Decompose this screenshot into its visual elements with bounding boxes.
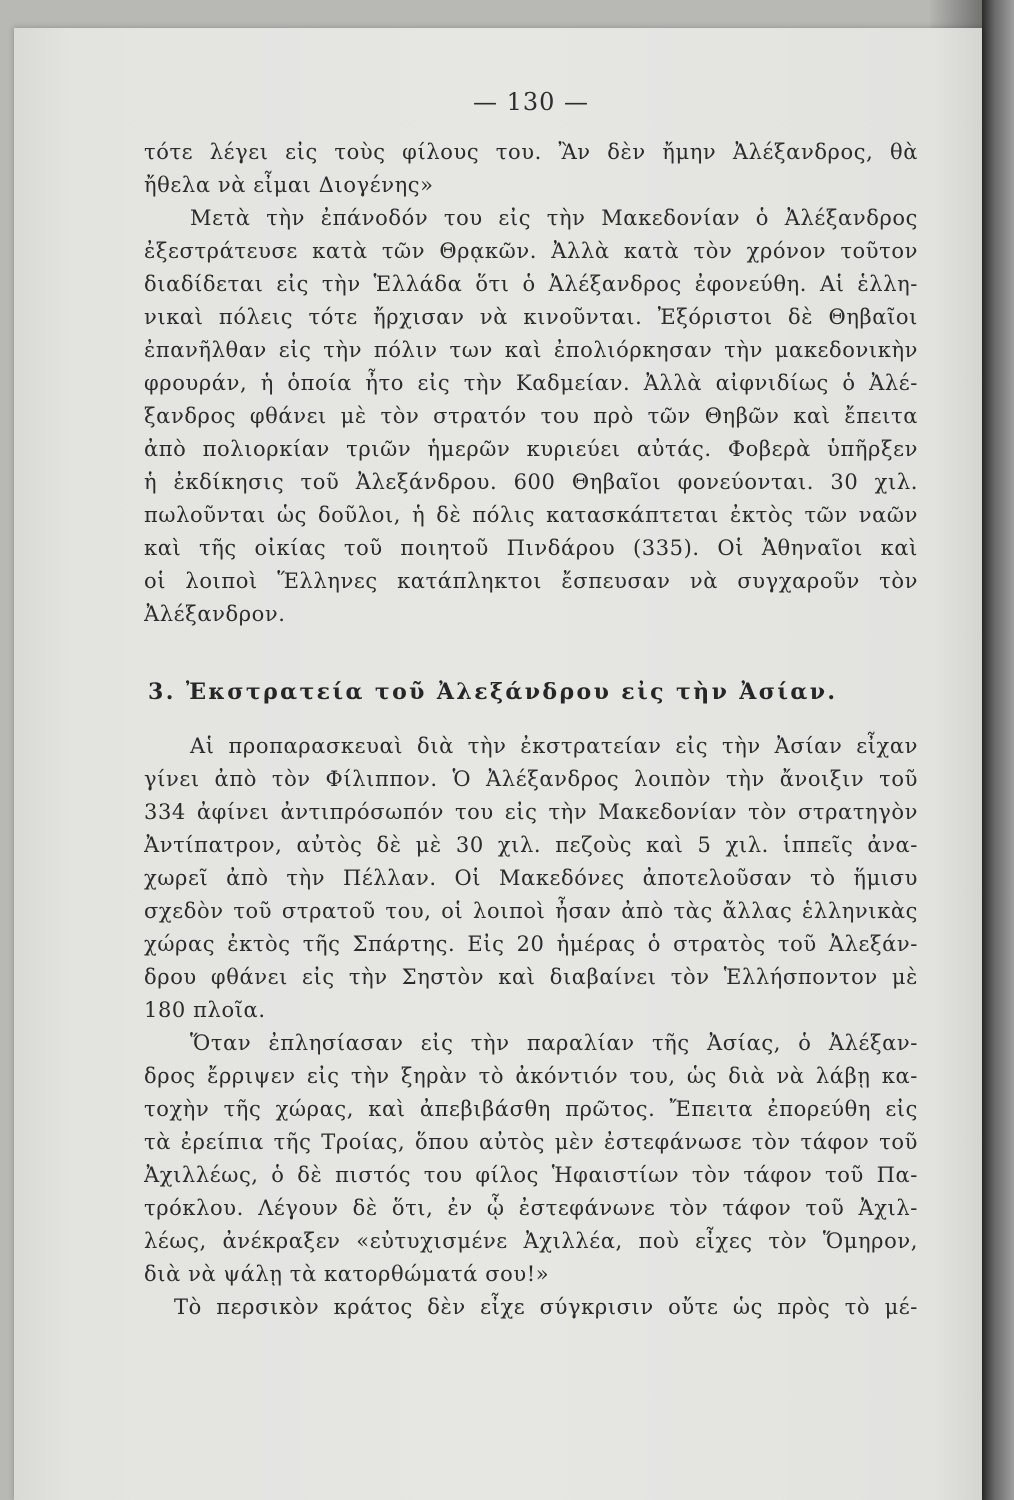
text-line: ἐπανῆλθαν εἰς τὴν πόλιν των καὶ ἐπολιόρκησαν τὴν μακεδονικὴν	[144, 338, 918, 362]
text-line: οἱ λοιποὶ Ἕλληνες κατάπληκτοι ἔσπευσαν νὰ συγχαροῦν τὸν	[144, 569, 918, 593]
page-number: — 130 —	[472, 88, 590, 116]
text-line: Ἀχιλλέως, ὁ δὲ πιστός του φίλος Ἡφαιστίων τὸν τάφον τοῦ Πα-	[144, 1163, 918, 1187]
text-line: 180 πλοῖα.	[144, 998, 266, 1022]
text-line: Αἱ προπαρασκευαὶ διὰ τὴν ἐκστρατείαν εἰς τὴν Ἀσίαν εἶχαν	[190, 734, 918, 758]
text-line: ἀπὸ πολιορκίαν τριῶν ἡμερῶν κυριεύει αὐτάς. Φοβερὰ ὑπῆρξεν	[144, 437, 918, 461]
text-line: ξανδρος φθάνει μὲ τὸν στρατόν του πρὸ τῶν Θηβῶν καὶ ἔπειτα	[144, 404, 918, 428]
text-line: δρος ἔρριψεν εἰς τὴν ξηρὰν τὸ ἀκόντιόν του, ὡς διὰ νὰ λάβῃ κα-	[144, 1064, 918, 1088]
text-line: ἐξεστράτευσε κατὰ τῶν Θρᾳκῶν. Ἀλλὰ κατὰ τὸν χρόνον τοῦτον	[144, 239, 918, 263]
text-line: χωρεῖ ἀπὸ τὴν Πέλλαν. Οἱ Μακεδόνες ἀποτελοῦσαν τὸ ἥμισυ	[144, 866, 918, 890]
text-line: τοχὴν τῆς χώρας, καὶ ἀπεβιβάσθη πρῶτος. Ἔπειτα ἐπορεύθη εἰς	[144, 1097, 918, 1121]
text-line: σχεδὸν τοῦ στρατοῦ του, οἱ λοιποὶ ἦσαν ἀπὸ τὰς ἄλλας ἑλληνικὰς	[144, 899, 918, 923]
text-line: δρου φθάνει εἰς τὴν Σηστὸν καὶ διαβαίνει τὸν Ἑλλήσποντον μὲ	[144, 965, 918, 989]
text-line: Ὅταν ἐπλησίασαν εἰς τὴν παραλίαν τῆς Ἀσίας, ὁ Ἀλέξαν-	[190, 1031, 918, 1055]
text-line: τότε λέγει εἰς τοὺς φίλους του. Ἂν δὲν ἤμην Ἀλέξανδρος, θὰ	[144, 140, 918, 164]
book-binding-edge	[982, 0, 1014, 1500]
text-line: ἡ ἐκδίκησις τοῦ Ἀλεξάνδρου. 600 Θηβαῖοι φονεύονται. 30 χιλ.	[144, 470, 918, 494]
text-line: νικαὶ πόλεις τότε ἤρχισαν νὰ κινοῦνται. Ἐξόριστοι δὲ Θηβαῖοι	[144, 305, 918, 329]
text-line: γίνει ἀπὸ τὸν Φίλιππον. Ὁ Ἀλέξανδρος λοιπὸν τὴν ἄνοιξιν τοῦ	[144, 767, 918, 791]
text-line: τρόκλου. Λέγουν δὲ ὅτι, ἐν ᾧ ἐστεφάνωνε τὸν τάφον τοῦ Ἀχιλ-	[144, 1196, 918, 1220]
text-line: Ἀντίπατρον, αὐτὸς δὲ μὲ 30 χιλ. πεζοὺς καὶ 5 χιλ. ἱππεῖς ἀνα-	[144, 833, 918, 857]
text-line: χώρας ἐκτὸς τῆς Σπάρτης. Εἰς 20 ἡμέρας ὁ στρατὸς τοῦ Ἀλεξάν-	[144, 932, 918, 956]
text-line: διαδίδεται εἰς τὴν Ἑλλάδα ὅτι ὁ Ἀλέξανδρος ἐφονεύθη. Αἱ ἑλλη-	[144, 272, 918, 296]
text-line: πωλοῦνται ὡς δοῦλοι, ἡ δὲ πόλις κατασκάπτεται ἐκτὸς τῶν ναῶν	[144, 503, 918, 527]
text-line: τὰ ἐρείπια τῆς Τροίας, ὅπου αὐτὸς μὲν ἐστεφάνωσε τὸν τάφον τοῦ	[144, 1130, 918, 1154]
text-line: καὶ τῆς οἰκίας τοῦ ποιητοῦ Πινδάρου (335). Οἱ Ἀθηναῖοι καὶ	[144, 536, 918, 560]
section-heading: 3. Ἐκστρατεία τοῦ Ἀλεξάνδρου εἰς τὴν Ἀσίαν.	[148, 679, 838, 705]
paragraph-block-2	[144, 730, 918, 1350]
text-line: φρουράν, ἡ ὁποία ἦτο εἰς τὴν Καδμείαν. Ἀλλὰ αἰφνιδίως ὁ Ἀλέ-	[144, 371, 918, 395]
text-line: Ἀλέξανδρον.	[144, 602, 286, 626]
paragraph-block-1	[144, 136, 918, 656]
text-line: λέως, ἀνέκραξεν «εὐτυχισμένε Ἀχιλλέα, ποὺ εἶχες τὸν Ὅμηρον,	[144, 1229, 918, 1253]
text-line: Τὸ περσικὸν κράτος δὲν εἶχε σύγκρισιν οὔτε ὡς πρὸς τὸ μέ-	[174, 1295, 918, 1319]
text-line: διὰ νὰ ψάλῃ τὰ κατορθώματά σου!»	[144, 1262, 550, 1286]
text-line: ἤθελα νὰ εἶμαι Διογένης»	[144, 173, 434, 197]
text-line: Μετὰ τὴν ἐπάνοδόν του εἰς τὴν Μακεδονίαν ὁ Ἀλέξανδρος	[190, 206, 918, 230]
text-line: 334 ἀφίνει ἀντιπρόσωπόν του εἰς τὴν Μακεδονίαν τὸν στρατηγὸν	[144, 800, 918, 824]
